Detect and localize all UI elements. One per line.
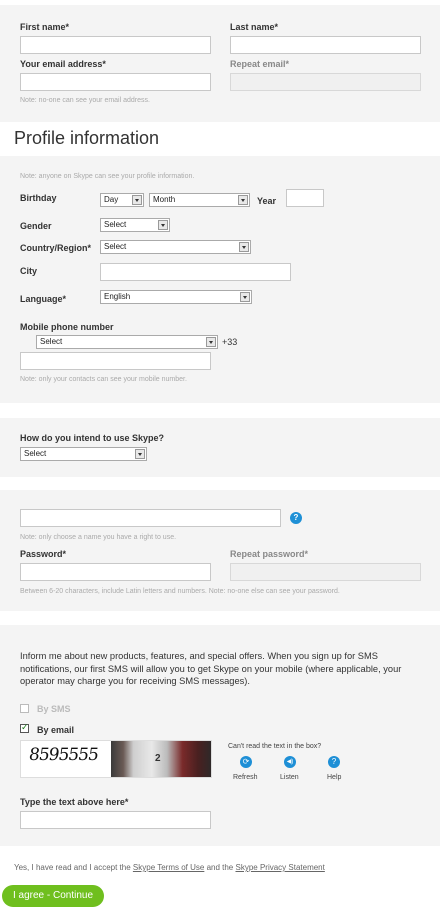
chevron-down-icon xyxy=(206,337,216,347)
by-email-label: By email xyxy=(37,725,75,735)
dial-code: +33 xyxy=(222,337,238,347)
help-icon[interactable]: ? xyxy=(328,756,340,768)
mobile-note: Note: only your contacts can see your mobile number. xyxy=(20,376,187,383)
birthday-label: Birthday xyxy=(20,193,57,203)
password-label: Password* xyxy=(20,549,67,559)
gender-value: Select xyxy=(104,220,127,229)
country-label: Country/Region* xyxy=(20,243,91,253)
privacy-statement-link[interactable]: Skype Privacy Statement xyxy=(235,863,325,872)
usage-value: Select xyxy=(24,449,47,458)
by-sms-checkbox[interactable] xyxy=(20,704,29,713)
by-sms-label: By SMS xyxy=(37,704,71,714)
chevron-down-icon xyxy=(239,242,249,252)
last-name-input[interactable] xyxy=(230,36,421,54)
language-label: Language* xyxy=(20,294,67,304)
birthday-year-input[interactable] xyxy=(286,189,324,207)
first-name-input[interactable] xyxy=(20,36,211,54)
repeat-password-input[interactable] xyxy=(230,563,421,581)
birthday-day-value: Day xyxy=(104,195,119,204)
chevron-down-icon xyxy=(238,195,248,205)
captcha-text: 8595555 xyxy=(27,745,100,765)
agree-continue-button[interactable]: I agree - Continue xyxy=(2,885,104,907)
cant-read-text: Can't read the text in the box? xyxy=(228,743,322,750)
chevron-down-icon xyxy=(158,220,168,230)
email-input[interactable] xyxy=(20,73,211,91)
usage-select[interactable] xyxy=(20,447,147,461)
listen-label[interactable]: Listen xyxy=(280,774,299,781)
language-select[interactable] xyxy=(100,290,252,304)
terms-of-use-link[interactable]: Skype Terms of Use xyxy=(132,863,205,872)
gender-label: Gender xyxy=(20,221,52,231)
terms-and: and the xyxy=(204,863,236,872)
offers-text: Inform me about new products, features, and special offers. When you sign up for SMS notifications, our first SMS will allow you to get Skype on your mobile (where applicable, your operator may charge you for receiving SMS messages). xyxy=(20,651,402,686)
type-text-label: Type the text above here* xyxy=(20,797,129,807)
mobile-label: Mobile phone number xyxy=(20,322,114,332)
terms-prefix: Yes, I have read and I accept the xyxy=(14,863,133,872)
password-note: Between 6-20 characters, include Latin letters and numbers. Note: no-one else can see your password. xyxy=(20,588,340,595)
captcha-photo-text: 2 xyxy=(155,753,161,764)
mobile-number-input[interactable] xyxy=(20,352,211,370)
chevron-down-icon xyxy=(132,195,142,205)
help-label[interactable]: Help xyxy=(327,774,342,781)
chevron-down-icon xyxy=(135,449,145,459)
name-note: Note: only choose a name you have a right to use. xyxy=(20,534,177,541)
by-email-checkbox[interactable] xyxy=(20,724,29,733)
mobile-country-value: Select xyxy=(40,337,63,346)
mobile-country-select[interactable] xyxy=(36,335,218,349)
city-label: City xyxy=(20,266,38,276)
gender-select[interactable] xyxy=(100,218,170,232)
captcha-image xyxy=(20,740,212,778)
skype-name-help-icon[interactable]: ? xyxy=(290,512,302,524)
email-label: Your email address* xyxy=(20,59,106,69)
country-select[interactable] xyxy=(100,240,251,254)
birthday-month-select[interactable] xyxy=(149,193,250,207)
usage-question: How do you intend to use Skype? xyxy=(20,433,165,443)
skype-name-input[interactable] xyxy=(20,509,281,527)
year-label: Year xyxy=(257,196,277,206)
password-input[interactable] xyxy=(20,563,211,581)
first-name-label: First name* xyxy=(20,22,70,32)
email-note: Note: no-one can see your email address. xyxy=(20,97,150,104)
birthday-month-value: Month xyxy=(153,195,176,204)
chevron-down-icon xyxy=(240,292,250,302)
repeat-email-label: Repeat email* xyxy=(230,59,290,69)
refresh-icon[interactable]: ⟳ xyxy=(240,756,252,768)
profile-section-title: Profile information xyxy=(14,128,160,148)
speaker-icon[interactable]: ◀) xyxy=(284,756,296,768)
captcha-input[interactable] xyxy=(20,811,211,829)
refresh-label[interactable]: Refresh xyxy=(233,774,258,781)
terms-statement xyxy=(14,863,325,872)
language-value: English xyxy=(104,292,131,301)
repeat-password-label: Repeat password* xyxy=(230,549,309,559)
profile-note: Note: anyone on Skype can see your profile information. xyxy=(20,173,195,180)
birthday-day-select[interactable] xyxy=(100,193,144,207)
country-value: Select xyxy=(104,242,127,251)
repeat-email-input[interactable] xyxy=(230,73,421,91)
captcha-photo xyxy=(111,741,212,778)
last-name-label: Last name* xyxy=(230,22,279,32)
city-input[interactable] xyxy=(100,263,291,281)
